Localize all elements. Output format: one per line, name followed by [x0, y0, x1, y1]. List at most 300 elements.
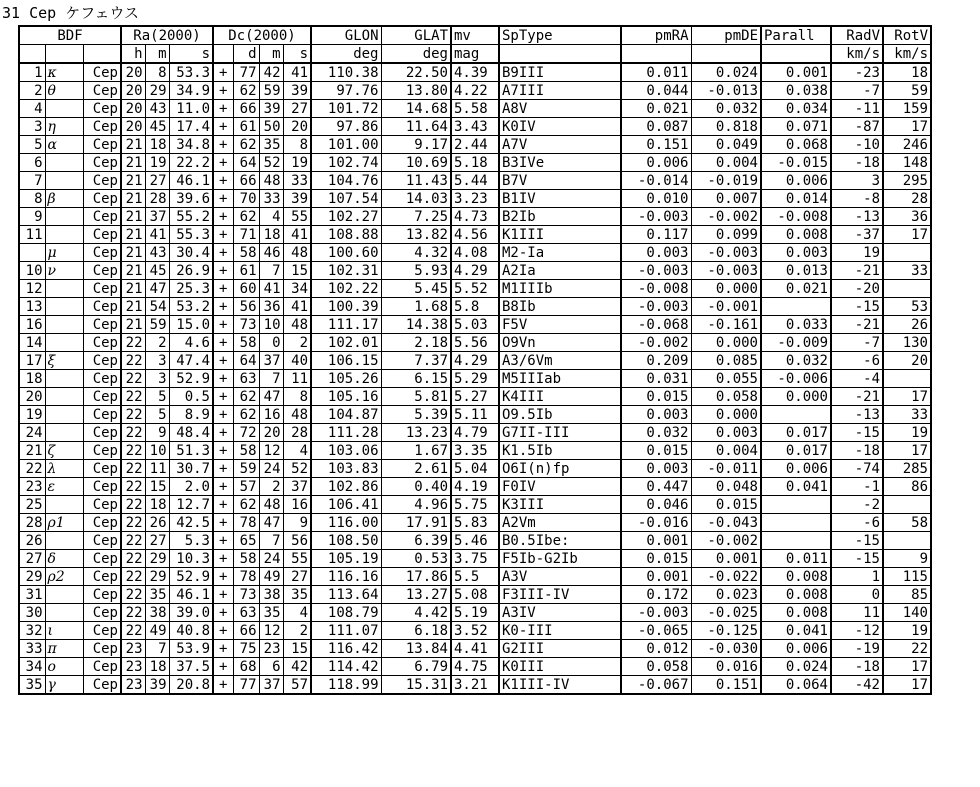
constellation-cell: Cep	[83, 442, 121, 460]
ra-h-cell: 22	[121, 496, 145, 514]
dc-s-cell: 41	[283, 226, 311, 244]
pmra-cell: -0.016	[621, 514, 691, 532]
table-row	[19, 172, 931, 190]
glon-cell: 103.06	[311, 442, 381, 460]
dc-m-cell: 48	[259, 172, 283, 190]
pmra-cell: 0.012	[621, 640, 691, 658]
pmde-cell: 0.016	[691, 658, 761, 676]
glat-cell: 2.61	[381, 460, 451, 478]
rotv-cell: 36	[883, 208, 931, 226]
rotv-cell: 28	[883, 190, 931, 208]
constellation-cell: Cep	[83, 190, 121, 208]
parall-cell: 0.021	[761, 280, 831, 298]
ra-m-cell: 28	[145, 190, 169, 208]
sptype-cell: A7III	[499, 82, 621, 100]
header-sptype: SpType	[499, 26, 621, 45]
parall-cell	[761, 496, 831, 514]
dc-s-cell: 57	[283, 676, 311, 695]
ra-m-cell: 26	[145, 514, 169, 532]
ra-m-cell: 2	[145, 334, 169, 352]
pmra-cell: -0.003	[621, 604, 691, 622]
pmde-cell: 0.151	[691, 676, 761, 695]
table-row	[19, 514, 931, 532]
constellation-cell: Cep	[83, 550, 121, 568]
dc-d-cell: 62	[233, 136, 259, 154]
bayer-cell: μ	[45, 244, 83, 262]
sptype-cell: A7V	[499, 136, 621, 154]
sptype-cell: B1IV	[499, 190, 621, 208]
dc-d-cell: 63	[233, 604, 259, 622]
dc-s-cell: 55	[283, 550, 311, 568]
flamsteed-cell: 33	[19, 640, 45, 658]
table-row	[19, 262, 931, 280]
bayer-cell: ρ1	[45, 514, 83, 532]
mv-cell: 5.75	[451, 496, 499, 514]
dc-s-cell: 52	[283, 460, 311, 478]
table-row	[19, 370, 931, 388]
header-glat-unit: deg	[381, 45, 451, 64]
table-row	[19, 136, 931, 154]
header-radv: RadV	[831, 26, 883, 45]
sptype-cell: A2Ia	[499, 262, 621, 280]
sptype-cell: B3IVe	[499, 154, 621, 172]
mv-cell: 4.75	[451, 658, 499, 676]
dc-sign-cell: +	[213, 676, 233, 695]
pmde-cell: 0.015	[691, 496, 761, 514]
header-glat: GLAT	[381, 26, 451, 45]
sptype-cell: K4III	[499, 388, 621, 406]
constellation-cell: Cep	[83, 532, 121, 550]
pmra-cell: 0.003	[621, 244, 691, 262]
dc-m-cell: 59	[259, 82, 283, 100]
rotv-cell: 26	[883, 316, 931, 334]
dc-s-cell: 20	[283, 118, 311, 136]
constellation-cell: Cep	[83, 586, 121, 604]
ra-s-cell: 53.3	[169, 63, 213, 82]
table-row	[19, 298, 931, 316]
pmde-cell: -0.043	[691, 514, 761, 532]
dc-sign-cell: +	[213, 406, 233, 424]
pmra-cell: 0.151	[621, 136, 691, 154]
table-row	[19, 352, 931, 370]
parall-cell: 0.006	[761, 460, 831, 478]
constellation-cell: Cep	[83, 388, 121, 406]
constellation-cell: Cep	[83, 244, 121, 262]
ra-h-cell: 22	[121, 532, 145, 550]
flamsteed-cell: 18	[19, 370, 45, 388]
ra-m-cell: 18	[145, 658, 169, 676]
dc-m-cell: 39	[259, 100, 283, 118]
pmra-cell: 0.031	[621, 370, 691, 388]
glon-cell: 107.54	[311, 190, 381, 208]
constellation-cell: Cep	[83, 622, 121, 640]
pmde-cell: 0.032	[691, 100, 761, 118]
ra-h-cell: 23	[121, 676, 145, 695]
dc-sign-cell: +	[213, 154, 233, 172]
pmde-cell: -0.025	[691, 604, 761, 622]
glon-cell: 111.17	[311, 316, 381, 334]
dc-sign-cell: +	[213, 568, 233, 586]
ra-s-cell: 2.0	[169, 478, 213, 496]
radv-cell: -6	[831, 514, 883, 532]
sptype-cell: G7II-III	[499, 424, 621, 442]
table-row	[19, 586, 931, 604]
parall-cell: 0.001	[761, 63, 831, 82]
dc-s-cell: 39	[283, 82, 311, 100]
ra-h-cell: 22	[121, 334, 145, 352]
radv-cell: -18	[831, 658, 883, 676]
dc-s-cell: 9	[283, 514, 311, 532]
ra-s-cell: 34.9	[169, 82, 213, 100]
header-radv-unit: km/s	[831, 45, 883, 64]
ra-h-cell: 21	[121, 208, 145, 226]
sptype-cell: A3/6Vm	[499, 352, 621, 370]
ra-h-cell: 20	[121, 63, 145, 82]
dc-sign-cell: +	[213, 100, 233, 118]
ra-m-cell: 47	[145, 280, 169, 298]
ra-h-cell: 22	[121, 514, 145, 532]
flamsteed-cell: 4	[19, 100, 45, 118]
ra-h-cell: 20	[121, 100, 145, 118]
dc-m-cell: 20	[259, 424, 283, 442]
ra-h-cell: 22	[121, 406, 145, 424]
glon-cell: 100.39	[311, 298, 381, 316]
ra-h-cell: 21	[121, 154, 145, 172]
ra-s-cell: 5.3	[169, 532, 213, 550]
pmde-cell: -0.019	[691, 172, 761, 190]
dc-s-cell: 37	[283, 478, 311, 496]
pmra-cell: -0.003	[621, 208, 691, 226]
rotv-cell: 86	[883, 478, 931, 496]
ra-h-cell: 21	[121, 262, 145, 280]
dc-sign-cell: +	[213, 442, 233, 460]
dc-d-cell: 70	[233, 190, 259, 208]
ra-s-cell: 4.6	[169, 334, 213, 352]
ra-s-cell: 26.9	[169, 262, 213, 280]
bayer-cell: θ	[45, 82, 83, 100]
ra-s-cell: 37.5	[169, 658, 213, 676]
bayer-cell: ρ2	[45, 568, 83, 586]
glat-cell: 9.17	[381, 136, 451, 154]
dc-sign-cell: +	[213, 532, 233, 550]
constellation-cell: Cep	[83, 514, 121, 532]
parall-cell: 0.008	[761, 604, 831, 622]
flamsteed-cell: 8	[19, 190, 45, 208]
header-glon: GLON	[311, 26, 381, 45]
dc-d-cell: 62	[233, 406, 259, 424]
sptype-cell: K0III	[499, 658, 621, 676]
pmde-cell: -0.030	[691, 640, 761, 658]
dc-d-cell: 61	[233, 118, 259, 136]
constellation-cell: Cep	[83, 478, 121, 496]
mv-cell: 4.29	[451, 262, 499, 280]
table-row	[19, 334, 931, 352]
sptype-cell: B2Ib	[499, 208, 621, 226]
glat-cell: 1.68	[381, 298, 451, 316]
header-ra: Ra(2000)	[121, 26, 213, 45]
ra-h-cell: 23	[121, 640, 145, 658]
dc-s-cell: 4	[283, 604, 311, 622]
dc-sign-cell: +	[213, 63, 233, 82]
sptype-cell: A3V	[499, 568, 621, 586]
header-dc-d: d	[233, 45, 259, 64]
glat-cell: 13.27	[381, 586, 451, 604]
ra-s-cell: 15.0	[169, 316, 213, 334]
mv-cell: 4.41	[451, 640, 499, 658]
ra-s-cell: 34.8	[169, 136, 213, 154]
glon-cell: 116.16	[311, 568, 381, 586]
sptype-cell: B0.5Ibe:	[499, 532, 621, 550]
mv-cell: 4.08	[451, 244, 499, 262]
constellation-cell: Cep	[83, 280, 121, 298]
dc-d-cell: 60	[233, 280, 259, 298]
table-row	[19, 532, 931, 550]
radv-cell: 1	[831, 568, 883, 586]
parall-cell: 0.008	[761, 226, 831, 244]
dc-sign-cell: +	[213, 496, 233, 514]
bayer-cell	[45, 172, 83, 190]
ra-m-cell: 35	[145, 586, 169, 604]
ra-s-cell: 39.6	[169, 190, 213, 208]
glon-cell: 114.42	[311, 658, 381, 676]
rotv-cell	[883, 370, 931, 388]
glat-cell: 7.25	[381, 208, 451, 226]
flamsteed-cell: 2	[19, 82, 45, 100]
table-row	[19, 100, 931, 118]
ra-h-cell: 23	[121, 658, 145, 676]
glon-cell: 104.76	[311, 172, 381, 190]
radv-cell: 19	[831, 244, 883, 262]
mv-cell: 4.39	[451, 63, 499, 82]
ra-h-cell: 22	[121, 622, 145, 640]
bayer-cell	[45, 100, 83, 118]
dc-sign-cell: +	[213, 550, 233, 568]
radv-cell: -42	[831, 676, 883, 695]
dc-d-cell: 77	[233, 63, 259, 82]
dc-m-cell: 36	[259, 298, 283, 316]
dc-m-cell: 47	[259, 388, 283, 406]
dc-sign-cell: +	[213, 244, 233, 262]
pmde-cell: -0.011	[691, 460, 761, 478]
glon-cell: 110.38	[311, 63, 381, 82]
ra-h-cell: 22	[121, 370, 145, 388]
ra-m-cell: 19	[145, 154, 169, 172]
dc-m-cell: 12	[259, 622, 283, 640]
table-row	[19, 406, 931, 424]
flamsteed-cell: 9	[19, 208, 45, 226]
bayer-cell	[45, 316, 83, 334]
glat-cell: 4.96	[381, 496, 451, 514]
ra-h-cell: 22	[121, 478, 145, 496]
rotv-cell: 22	[883, 640, 931, 658]
pmra-cell: -0.003	[621, 298, 691, 316]
ra-h-cell: 22	[121, 388, 145, 406]
dc-sign-cell: +	[213, 262, 233, 280]
dc-d-cell: 66	[233, 100, 259, 118]
flamsteed-cell: 29	[19, 568, 45, 586]
dc-sign-cell: +	[213, 604, 233, 622]
radv-cell: -13	[831, 208, 883, 226]
glat-cell: 6.39	[381, 532, 451, 550]
bayer-cell	[45, 586, 83, 604]
mv-cell: 5.46	[451, 532, 499, 550]
pmde-cell: 0.024	[691, 63, 761, 82]
constellation-cell: Cep	[83, 118, 121, 136]
dc-s-cell: 48	[283, 316, 311, 334]
constellation-cell: Cep	[83, 262, 121, 280]
sptype-cell: A3IV	[499, 604, 621, 622]
glat-cell: 14.03	[381, 190, 451, 208]
dc-sign-cell: +	[213, 118, 233, 136]
parall-cell: 0.013	[761, 262, 831, 280]
rotv-cell: 18	[883, 63, 931, 82]
radv-cell: -6	[831, 352, 883, 370]
pmra-cell: 0.117	[621, 226, 691, 244]
dc-m-cell: 4	[259, 208, 283, 226]
pmde-cell: 0.004	[691, 154, 761, 172]
rotv-cell: 19	[883, 622, 931, 640]
dc-m-cell: 2	[259, 478, 283, 496]
header-pmra: pmRA	[621, 26, 691, 45]
pmde-cell: 0.003	[691, 424, 761, 442]
dc-sign-cell: +	[213, 424, 233, 442]
bayer-cell	[45, 424, 83, 442]
rotv-cell: 85	[883, 586, 931, 604]
dc-sign-cell: +	[213, 226, 233, 244]
glat-cell: 11.43	[381, 172, 451, 190]
rotv-cell: 295	[883, 172, 931, 190]
ra-m-cell: 54	[145, 298, 169, 316]
bayer-cell: κ	[45, 63, 83, 82]
mv-cell: 5.08	[451, 586, 499, 604]
parall-cell: 0.011	[761, 550, 831, 568]
ra-m-cell: 11	[145, 460, 169, 478]
pmra-cell: -0.068	[621, 316, 691, 334]
bayer-cell	[45, 280, 83, 298]
ra-h-cell: 21	[121, 244, 145, 262]
glat-cell: 10.69	[381, 154, 451, 172]
pmra-cell: 0.044	[621, 82, 691, 100]
mv-cell: 5.03	[451, 316, 499, 334]
pmde-cell: 0.048	[691, 478, 761, 496]
constellation-cell: Cep	[83, 226, 121, 244]
dc-s-cell: 55	[283, 208, 311, 226]
bayer-cell	[45, 388, 83, 406]
constellation-cell: Cep	[83, 208, 121, 226]
dc-sign-cell: +	[213, 172, 233, 190]
ra-s-cell: 52.9	[169, 370, 213, 388]
glon-cell: 101.00	[311, 136, 381, 154]
parall-cell	[761, 514, 831, 532]
table-row	[19, 226, 931, 244]
pmde-cell: 0.049	[691, 136, 761, 154]
table-row	[19, 424, 931, 442]
parall-cell	[761, 532, 831, 550]
flamsteed-cell: 10	[19, 262, 45, 280]
parall-cell: 0.006	[761, 640, 831, 658]
mv-cell: 5.04	[451, 460, 499, 478]
flamsteed-cell: 27	[19, 550, 45, 568]
sptype-cell: O9.5Ib	[499, 406, 621, 424]
radv-cell: -18	[831, 154, 883, 172]
mv-cell: 5.18	[451, 154, 499, 172]
mv-cell: 3.43	[451, 118, 499, 136]
dc-s-cell: 42	[283, 658, 311, 676]
pmra-cell: -0.003	[621, 262, 691, 280]
star-catalog-table	[18, 25, 932, 695]
glon-cell: 108.88	[311, 226, 381, 244]
mv-cell: 5.52	[451, 280, 499, 298]
ra-s-cell: 48.4	[169, 424, 213, 442]
ra-s-cell: 52.9	[169, 568, 213, 586]
mv-cell: 4.22	[451, 82, 499, 100]
parall-cell: 0.071	[761, 118, 831, 136]
parall-cell	[761, 298, 831, 316]
sptype-cell: A2Vm	[499, 514, 621, 532]
constellation-cell: Cep	[83, 352, 121, 370]
parall-cell: 0.034	[761, 100, 831, 118]
ra-m-cell: 59	[145, 316, 169, 334]
pmra-cell: 0.021	[621, 100, 691, 118]
glon-cell: 97.76	[311, 82, 381, 100]
dc-m-cell: 38	[259, 586, 283, 604]
pmra-cell: -0.065	[621, 622, 691, 640]
pmra-cell: 0.172	[621, 586, 691, 604]
pmra-cell: 0.058	[621, 658, 691, 676]
ra-h-cell: 22	[121, 352, 145, 370]
pmde-cell: -0.001	[691, 298, 761, 316]
glon-cell: 103.83	[311, 460, 381, 478]
constellation-cell: Cep	[83, 424, 121, 442]
mv-cell: 5.44	[451, 172, 499, 190]
flamsteed-cell: 21	[19, 442, 45, 460]
dc-d-cell: 66	[233, 172, 259, 190]
rotv-cell: 17	[883, 226, 931, 244]
parall-cell: 0.032	[761, 352, 831, 370]
flamsteed-cell: 6	[19, 154, 45, 172]
glat-cell: 17.86	[381, 568, 451, 586]
ra-s-cell: 46.1	[169, 172, 213, 190]
radv-cell: -10	[831, 136, 883, 154]
flamsteed-cell: 25	[19, 496, 45, 514]
table-body	[19, 63, 931, 694]
pmde-cell: -0.003	[691, 244, 761, 262]
dc-s-cell: 28	[283, 424, 311, 442]
ra-h-cell: 22	[121, 460, 145, 478]
dc-d-cell: 78	[233, 568, 259, 586]
flamsteed-cell: 26	[19, 532, 45, 550]
parall-cell: 0.008	[761, 568, 831, 586]
ra-m-cell: 8	[145, 63, 169, 82]
dc-m-cell: 18	[259, 226, 283, 244]
bayer-cell: γ	[45, 676, 83, 695]
glon-cell: 102.74	[311, 154, 381, 172]
dc-m-cell: 46	[259, 244, 283, 262]
mv-cell: 5.58	[451, 100, 499, 118]
dc-s-cell: 19	[283, 154, 311, 172]
dc-d-cell: 62	[233, 82, 259, 100]
mv-cell: 3.75	[451, 550, 499, 568]
sptype-cell: B8Ib	[499, 298, 621, 316]
bayer-cell: ι	[45, 622, 83, 640]
mv-cell: 4.29	[451, 352, 499, 370]
ra-s-cell: 0.5	[169, 388, 213, 406]
rotv-cell	[883, 244, 931, 262]
parall-cell: 0.041	[761, 622, 831, 640]
glon-cell: 102.22	[311, 280, 381, 298]
dc-m-cell: 42	[259, 63, 283, 82]
glon-cell: 102.31	[311, 262, 381, 280]
